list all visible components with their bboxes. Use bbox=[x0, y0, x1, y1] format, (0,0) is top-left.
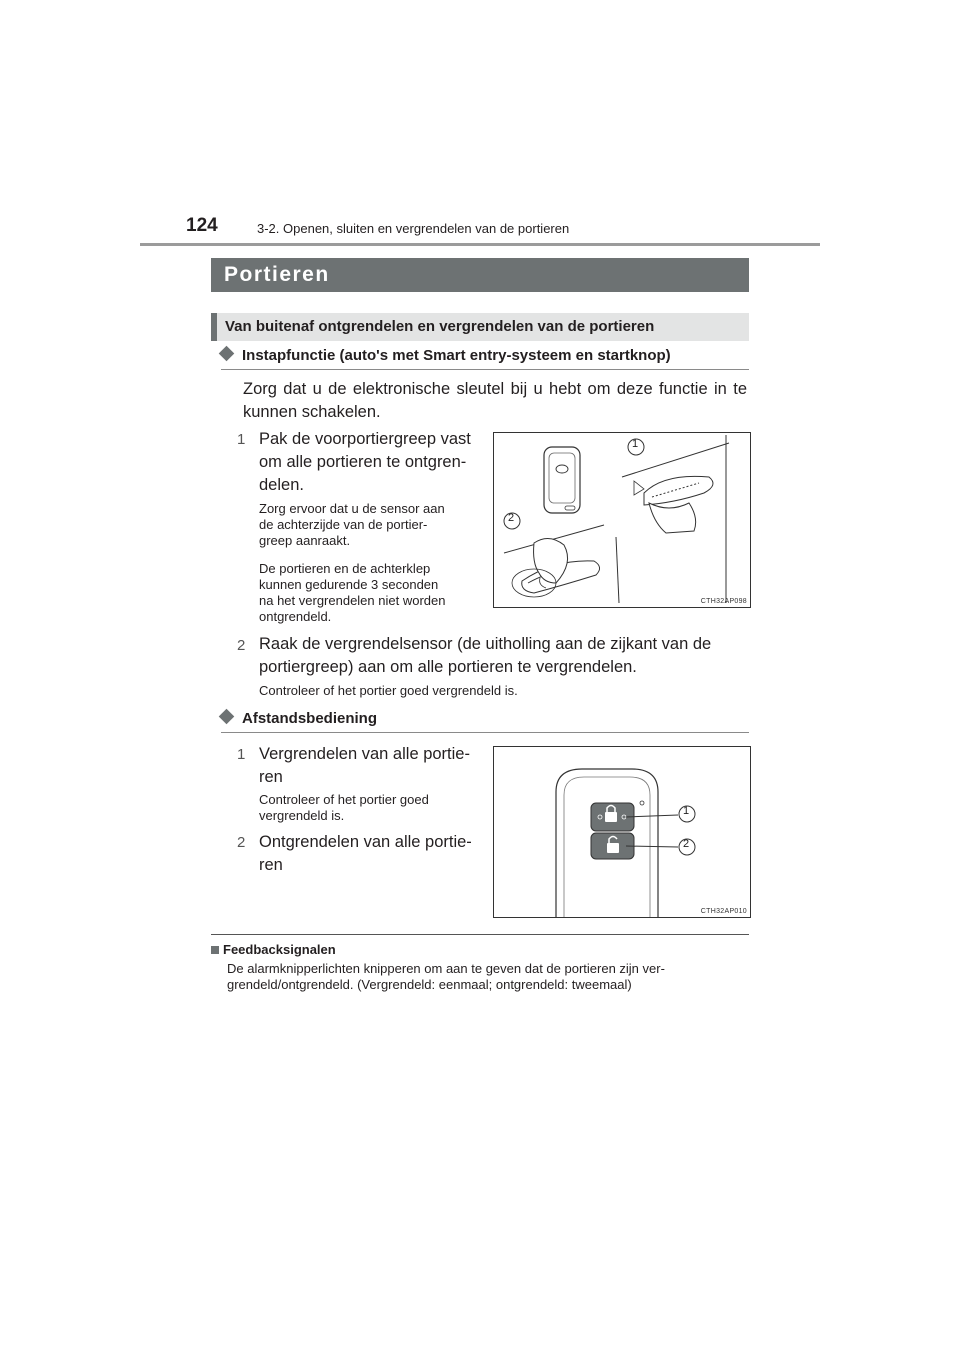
remote-key-figure bbox=[493, 746, 751, 918]
remote-key-illustration bbox=[494, 747, 750, 917]
afstand-step1-text bbox=[259, 743, 478, 789]
instap-heading bbox=[221, 347, 671, 364]
step-number: 2 bbox=[237, 834, 246, 851]
page-number: 124 bbox=[186, 215, 218, 236]
figure-callout: 1 bbox=[632, 438, 639, 450]
text-line: ren bbox=[259, 768, 283, 786]
text-line: Raak de vergrendelsensor (de uitholling aan de zijkant van de bbox=[259, 635, 712, 653]
afstand-heading-text: Afstandsbediening bbox=[242, 710, 378, 727]
running-header: 3-2. Openen, sluiten en vergrendelen van de portieren bbox=[257, 221, 570, 236]
text-line: ren bbox=[259, 856, 283, 874]
subsection-title: Van buitenaf ontgrendelen en vergrendelen van de portieren bbox=[225, 318, 655, 335]
instap-intro: Zorg dat u de elektronische sleutel bij u hebt om deze functie in te kunnen schakelen. bbox=[243, 380, 747, 421]
text-line: Zorg ervoor dat u de sensor aan bbox=[259, 501, 445, 516]
door-handle-illustration bbox=[494, 433, 750, 607]
afstand-heading bbox=[221, 710, 377, 727]
text-line: om alle portieren te ontgren- bbox=[259, 453, 467, 471]
text-line: De alarmknipperlichten knipperen om aan te geven dat de portieren zijn ver- bbox=[227, 961, 665, 976]
afstand-step1-note bbox=[259, 792, 478, 824]
diamond-bullet-icon bbox=[219, 346, 235, 362]
square-bullet-icon bbox=[211, 946, 219, 954]
door-handle-figure bbox=[493, 432, 751, 608]
text-line: grendeld/ontgrendeld. (Vergrendeld: eenmaal; ontgrendeld: tweemaal) bbox=[227, 977, 632, 992]
text-line: Pak de voorportiergreep vast bbox=[259, 430, 471, 448]
afstand-heading-rule bbox=[221, 732, 749, 733]
text-line: kunnen gedurende 3 seconden bbox=[259, 577, 439, 592]
text-line: Vergrendelen van alle portie- bbox=[259, 745, 470, 763]
subsection-bar-accent bbox=[211, 313, 217, 341]
step-number: 2 bbox=[237, 637, 246, 654]
feedback-text bbox=[227, 961, 749, 993]
instap-step2-note: Controleer of het portier goed vergrendeld is. bbox=[259, 683, 518, 698]
feedback-heading bbox=[211, 942, 336, 957]
instap-step1-text bbox=[259, 428, 478, 497]
text-line: de achterzijde van de portier- bbox=[259, 517, 428, 532]
instap-step1-note2 bbox=[259, 561, 478, 625]
figure-callout: 2 bbox=[508, 512, 515, 524]
text-line: na het vergrendelen niet worden bbox=[259, 593, 446, 608]
header-rule bbox=[140, 243, 820, 246]
figure-callout: 2 bbox=[683, 838, 690, 850]
text-line: vergrendeld is. bbox=[259, 808, 345, 823]
figure-callout: 1 bbox=[683, 805, 690, 817]
instap-step1-note1 bbox=[259, 501, 478, 549]
text-line: greep aanraakt. bbox=[259, 533, 351, 548]
text-line: Ontgrendelen van alle portie- bbox=[259, 833, 472, 851]
feedback-rule bbox=[211, 934, 749, 935]
figure-code: CTH32AP098 bbox=[700, 598, 747, 605]
instap-heading-rule bbox=[221, 369, 749, 370]
step-number: 1 bbox=[237, 746, 246, 763]
diamond-bullet-icon bbox=[219, 709, 235, 725]
text-line: portiergreep) aan om alle portieren te vergrendelen. bbox=[259, 658, 637, 676]
afstand-step2-text bbox=[259, 831, 478, 877]
instap-step2-text bbox=[259, 633, 747, 679]
section-title: Portieren bbox=[224, 263, 330, 286]
text-line: delen. bbox=[259, 476, 304, 494]
text-line: Controleer of het portier goed bbox=[259, 792, 429, 807]
text-line: ontgrendeld. bbox=[259, 609, 332, 624]
instap-heading-text: Instapfunctie (auto's met Smart entry-systeem en startknop) bbox=[242, 347, 671, 364]
feedback-title: Feedbacksignalen bbox=[223, 942, 336, 957]
step-number: 1 bbox=[237, 431, 246, 448]
text-line: De portieren en de achterklep bbox=[259, 561, 431, 576]
figure-code: CTH32AP010 bbox=[700, 908, 747, 915]
